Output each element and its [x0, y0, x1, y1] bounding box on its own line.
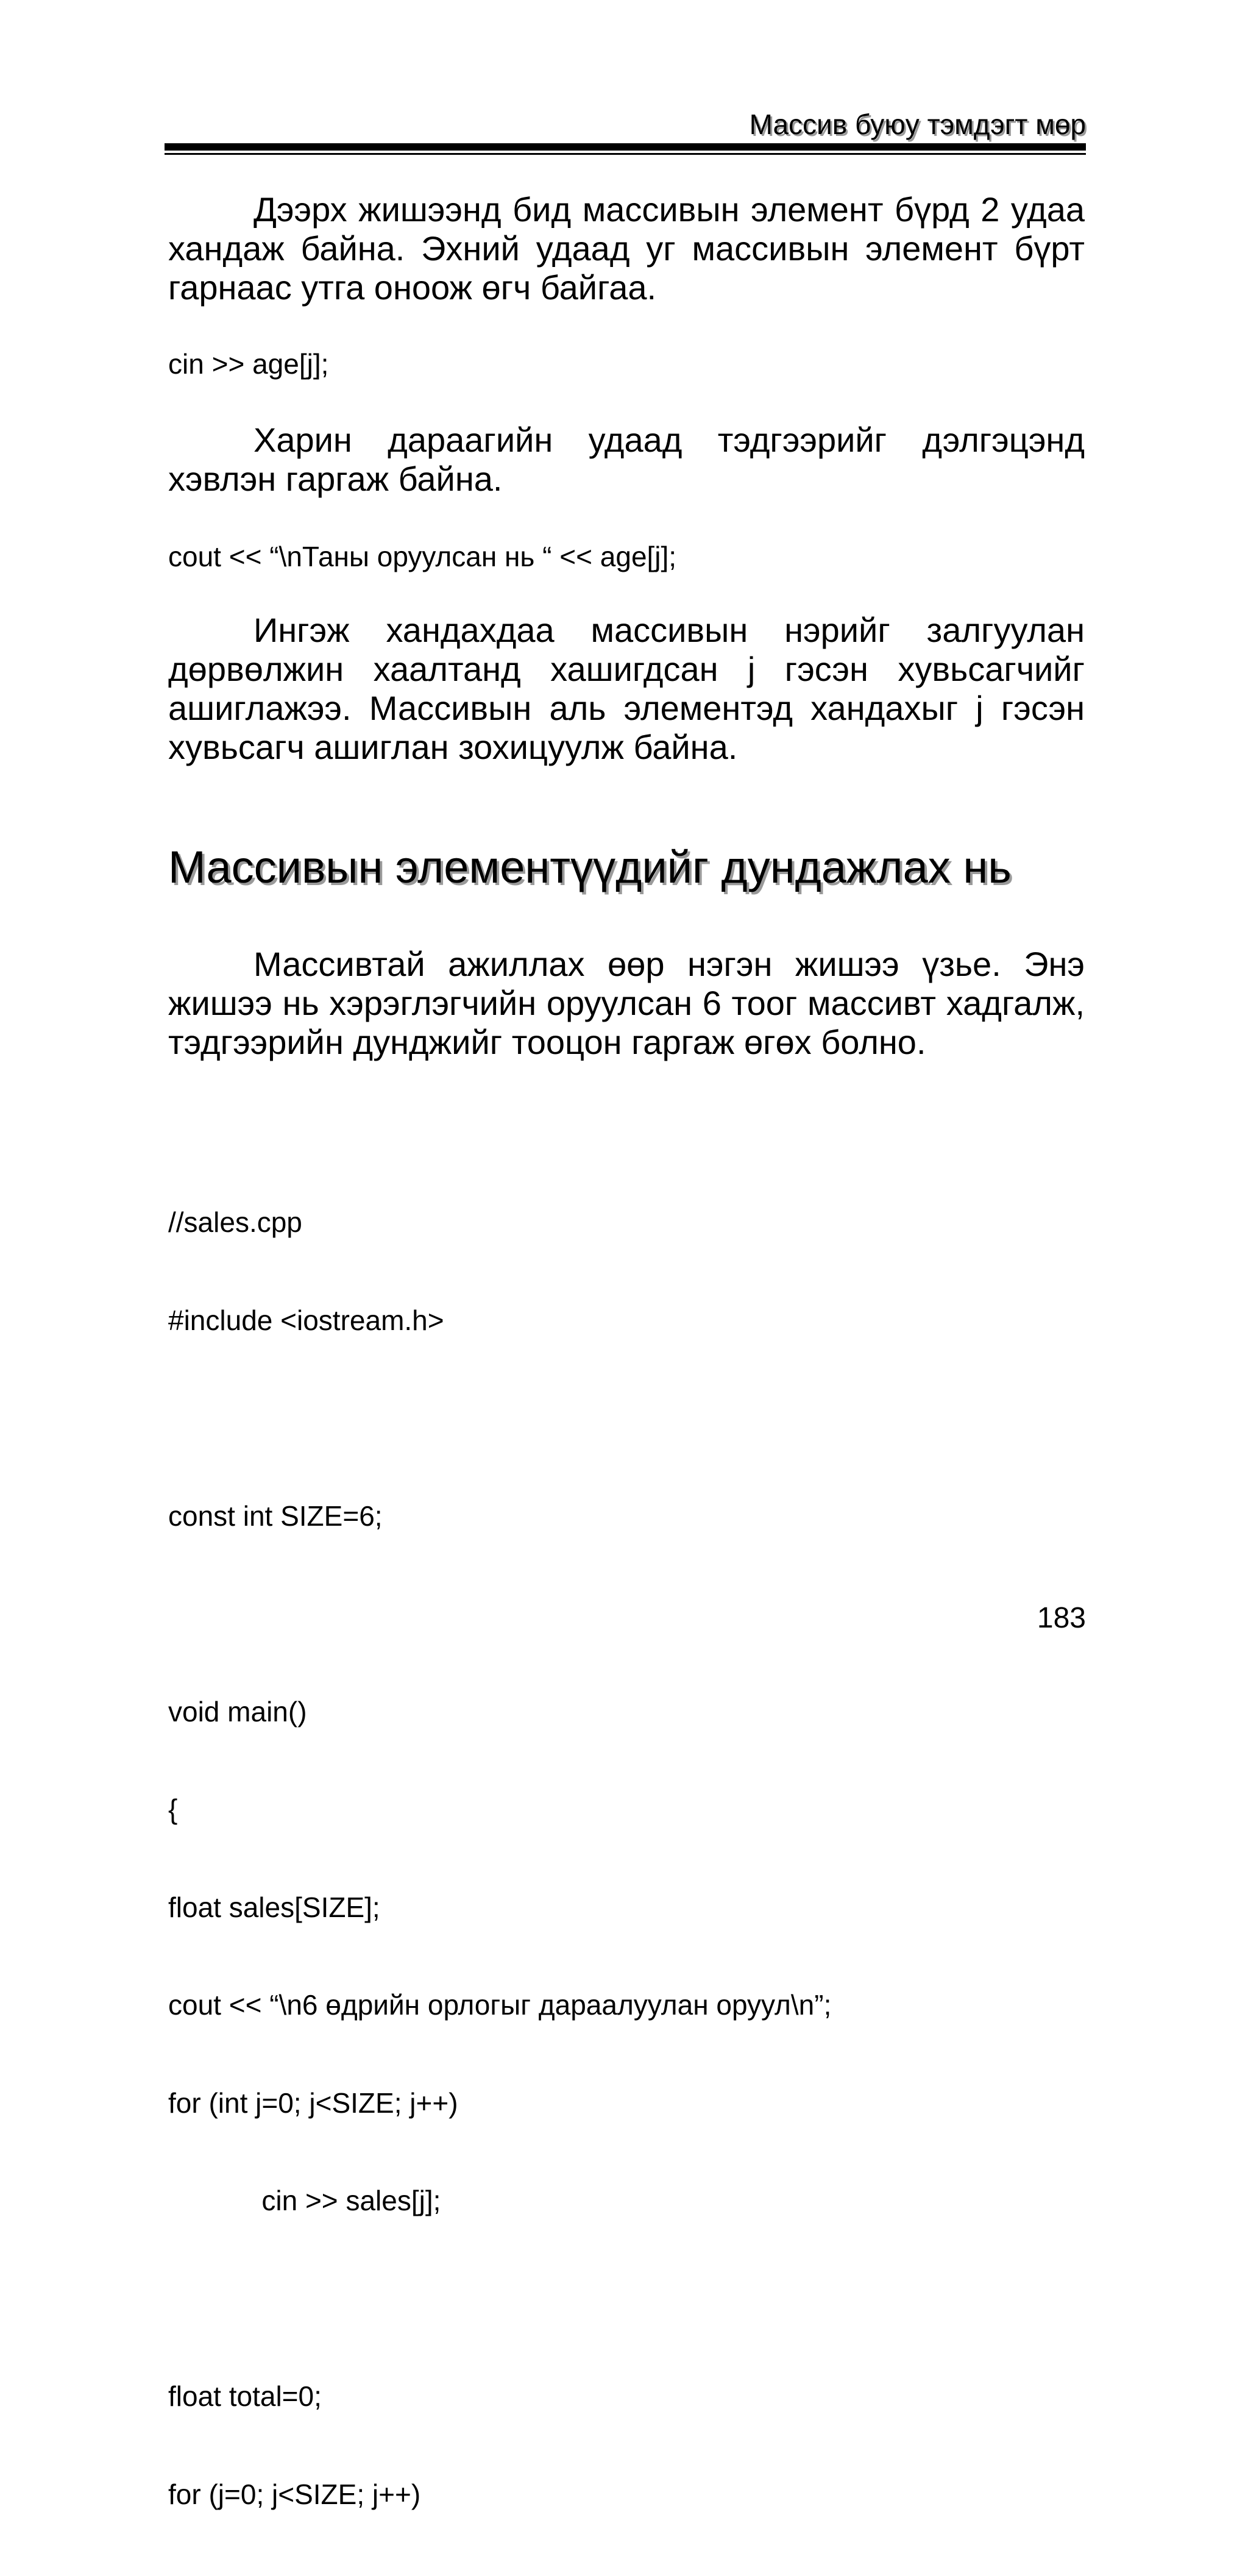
paragraph-intro-text: Дээрх жишээнд бид массивын элемент бүрд 2 удаа хандаж байна. Эхний удаад уг массивын элемент бүрт гарнаас утга оноож өгч байгаа. — [168, 190, 1085, 307]
code-line: #include <iostream.h> — [168, 1304, 444, 1336]
code-line: for (int j=0; j<SIZE; j++) — [168, 2087, 458, 2119]
paragraph-index — [168, 611, 1085, 767]
code-snippet-cin: cin >> age[j]; — [168, 348, 329, 380]
paragraph-index-text: Ингэж хандахдаа массивын нэрийг залгуулан дөрвөлжин хаалтанд хашигдсан j гэсэн хувьсагчийг ашиглажээ. Массивын аль элементэд хандахыг j гэсэн хувьсагч ашиглан зохицуулж байна. — [168, 611, 1085, 766]
code-line: const int SIZE=6; — [168, 1500, 383, 1532]
code-line: void main() — [168, 1695, 307, 1727]
paragraph-intro — [168, 190, 1085, 307]
code-line: float total=0; — [168, 2380, 322, 2412]
page-number: 183 — [1037, 1602, 1086, 1634]
code-line: //sales.cpp — [168, 1206, 302, 1238]
code-line: for (j=0; j<SIZE; j++) — [168, 2478, 421, 2510]
code-listing — [168, 1141, 831, 2576]
code-line: cout << “\n6 өдрийн орлогыг дараалуулан оруул\n”; — [168, 1989, 832, 2021]
code-snippet-cout: cout << “\nТаны оруулсан нь “ << age[j]; — [168, 541, 677, 572]
header-rule-thin — [165, 153, 1086, 155]
code-line: float sales[SIZE]; — [168, 1891, 380, 1923]
running-header: Массив буюу тэмдэгт мөр — [749, 109, 1086, 140]
code-line — [168, 2283, 831, 2316]
code-line: { — [168, 1793, 178, 1825]
header-rule — [165, 143, 1086, 151]
code-line — [168, 1402, 831, 1435]
section-heading: Массивын элементүүдийг дундажлах нь — [168, 842, 1012, 892]
paragraph-output-text: Харин дараагийн удаад тэдгээрийг дэлгэцэнд хэвлэн гаргаж байна. — [168, 421, 1085, 498]
code-line — [168, 1598, 831, 1631]
code-line: cin >> sales[j]; — [168, 2185, 441, 2216]
paragraph-output — [168, 421, 1085, 499]
paragraph-example-text: Массивтай ажиллах өөр нэгэн жишээ үзье. Энэ жишээ нь хэрэглэгчийн оруулсан 6 тоог массивт хадгалж, тэдгээрийн дунджийг тооцон гаргаж өгөх болно. — [168, 945, 1085, 1061]
paragraph-example — [168, 945, 1085, 1062]
